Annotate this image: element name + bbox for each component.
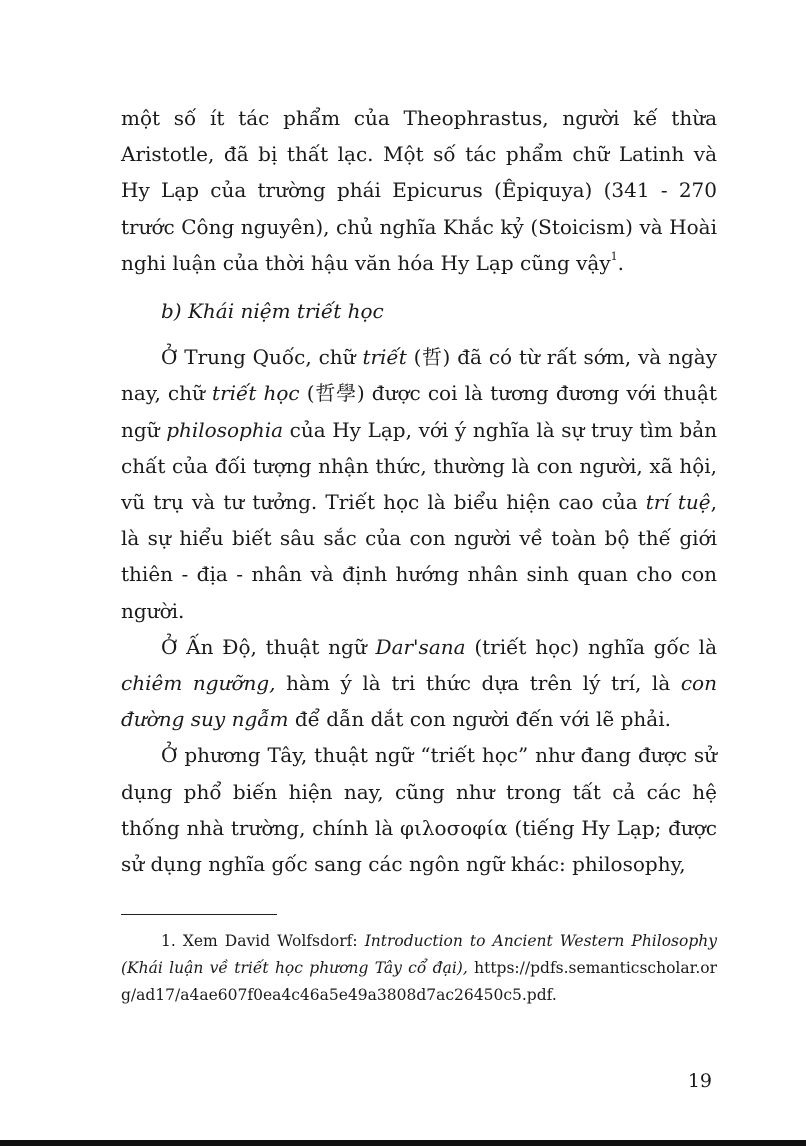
footnote-divider [121, 914, 277, 915]
paragraph-india: Ở Ấn Độ, thuật ngữ Dar'sana (triết học) nghĩa gốc là chiêm ngưỡng, hàm ý là tri thức dựa trên lý trí, là con đường suy ngẫm để dẫn dắt con người đến với lẽ phải. [121, 634, 718, 732]
section-heading: b) Khái niệm triết học [161, 299, 384, 324]
footnote-reference: 1 [610, 250, 618, 264]
paragraph-continued: một số ít tác phẩm của Theophrastus, người kế thừa Aristotle, đã bị thất lạc. Một số tác phẩm chữ Latinh và Hy Lạp của trường phái Epicurus (Êpiquya) (341 - 270 trước Công nguyên), chủ nghĩa Khắc kỷ (Stoicism) và Hoài nghi luận của thời hậu văn hóa Hy Lạp cũng vậy$^1$. [121, 106, 717, 275]
footnote-url: https://pdfs.semanticscholar.org/ad17/a4ae607f0ea4c46a5e49a3808d7ac26450c5.pdf. [121, 959, 717, 1004]
paragraph-china: Ở Trung Quốc, chữ triết (哲) đã có từ rất sớm, và ngày nay, chữ triết học (哲學) được coi là tương đương với thuật ngữ philosophia của Hy Lạp, với ý nghĩa là sự truy tìm bản chất của đối tượng nhận thức, thường là con người, xã hội, vũ trụ và tư tưởng. Triết học là biểu hiện cao của trí tuệ, là sự hiểu biết sâu sắc của con người về toàn bộ thế giới thiên - địa - nhân và định hướng nhân sinh quan cho con người. [121, 345, 718, 623]
bottom-border [0, 1140, 806, 1146]
main-text [121, 100, 717, 882]
paragraph-west: Ở phương Tây, thuật ngữ “triết học” như đang được sử dụng phổ biến hiện nay, cũng như trong tất cả các hệ thống nhà trường, chính là φιλοσοφία (tiếng Hy Lạp; được sử dụng nghĩa gốc sang các ngôn ngữ khác: philosophy, [121, 743, 717, 877]
footnote: 1. Xem David Wolfsdorf: Introduction to Ancient Western Philosophy (Khái luận về triết học phương Tây cổ đại), https://pdfs.semanticscholar.org/ad17/a4ae607f0ea4c46a5e49a3808d7ac26450c5.pdf. [121, 932, 717, 1004]
page-number: 19 [687, 1070, 712, 1092]
